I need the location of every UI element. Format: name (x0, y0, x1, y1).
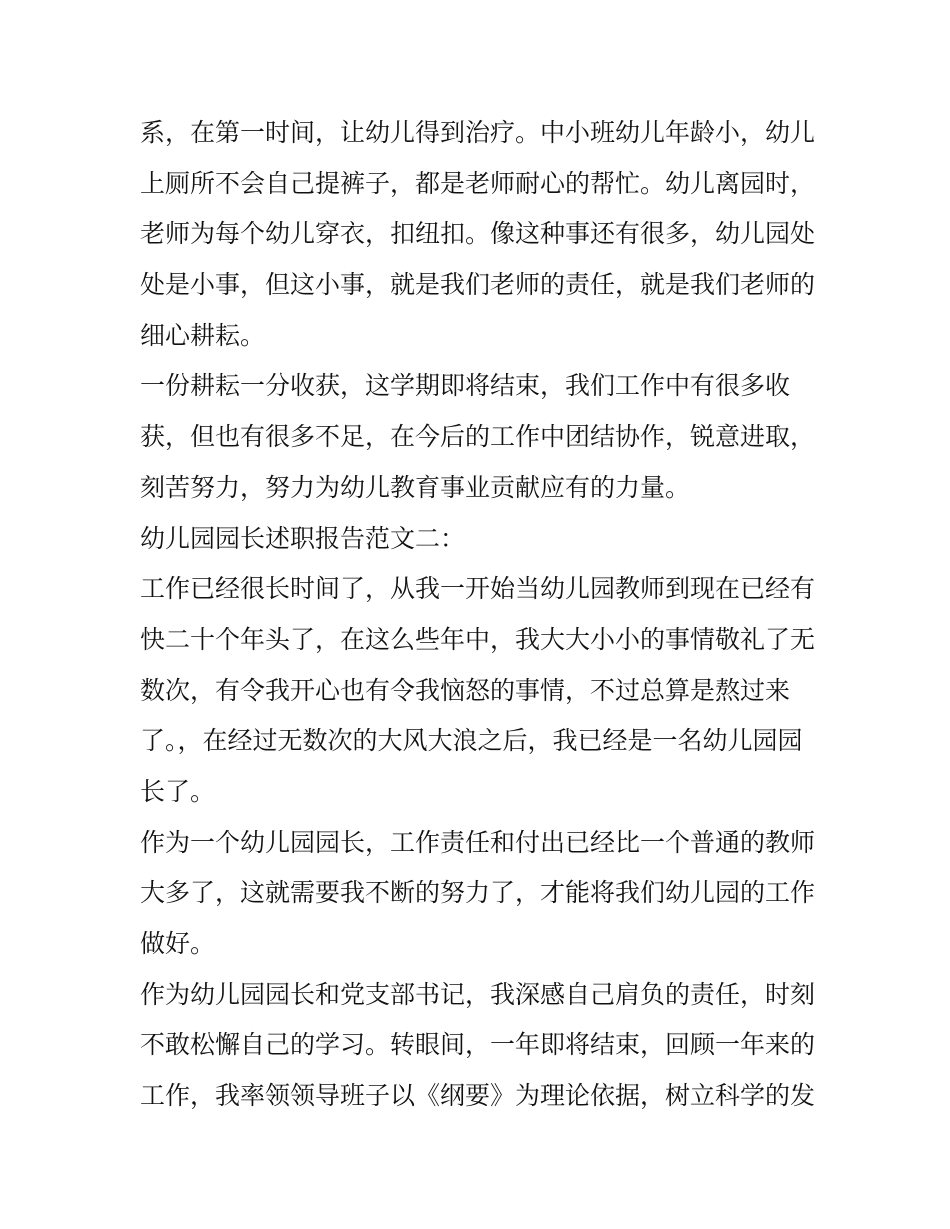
text-line: 作为幼儿园园长和党支部书记，我深感自己肩负的责任，时刻 (140, 979, 816, 1009)
body-text (140, 108, 820, 1122)
section-heading: 幼儿园园长述职报告范文二： (140, 523, 466, 553)
text-line: 数次，有令我开心也有令我恼怒的事情，不过总算是熬过来 (140, 675, 791, 705)
text-line: 一份耕耘一分收获，这学期即将结束，我们工作中有很多收 (140, 371, 791, 401)
text-line: 刻苦努力，努力为幼儿教育事业贡献应有的力量。 (140, 472, 691, 502)
text-line: 了。，在经过无数次的大风大浪之后，我已经是一名幼儿园园 (140, 726, 803, 756)
text-line: 细心耕耘。 (140, 320, 266, 350)
text-line: 作为一个幼儿园园长，工作责任和付出已经比一个普通的教师 (140, 827, 816, 857)
text-line: 工作，我率领领导班子以《纲要》为理论依据，树立科学的发 (140, 1081, 816, 1111)
text-line: 工作已经很长时间了，从我一开始当幼儿园教师到现在已经有 (140, 574, 816, 604)
text-line: 上厕所不会自己提裤子，都是老师耐心的帮忙。幼儿离园时， (140, 168, 816, 198)
text-line: 处是小事，但这小事，就是我们老师的责任，就是我们老师的 (140, 270, 816, 300)
text-line: 做好。 (140, 929, 216, 958)
text-line: 老师为每个幼儿穿衣，扣纽扣。像这种事还有很多，幼儿园处 (140, 219, 816, 249)
text-line: 获，但也有很多不足，在今后的工作中团结协作，锐意进取， (140, 422, 816, 452)
text-line: 系，在第一时间，让幼儿得到治疗。中小班幼儿年龄小，幼儿 (140, 118, 816, 147)
text-line: 不敢松懈自己的学习。转眼间，一年即将结束，回顾一年来的 (140, 1030, 816, 1060)
text-line: 大多了，这就需要我不断的努力了，才能将我们幼儿园的工作 (140, 878, 816, 908)
text-line: 快二十个年头了，在这么些年中，我大大小小的事情敬礼了无 (140, 624, 816, 654)
text-line: 长了。 (140, 776, 216, 806)
